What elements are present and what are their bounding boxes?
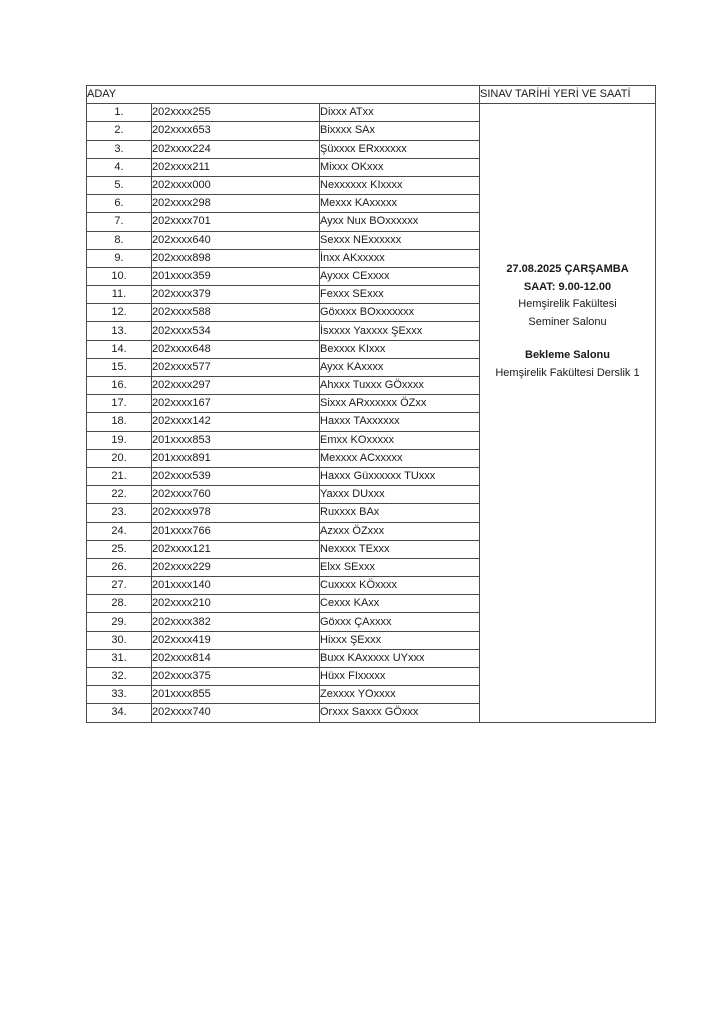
row-number: 31. [87, 649, 152, 667]
student-id: 201xxxx359 [152, 267, 320, 285]
student-id: 201xxxx891 [152, 449, 320, 467]
student-name: Ruxxxx BAx [320, 504, 480, 522]
row-number: 15. [87, 358, 152, 376]
aday-header: ADAY [87, 86, 480, 104]
row-number: 30. [87, 631, 152, 649]
row-number: 23. [87, 504, 152, 522]
student-name: Zexxxx YOxxxx [320, 686, 480, 704]
student-name: Cuxxxx KÖxxxx [320, 577, 480, 595]
exam-place-line2: Seminer Salonu [528, 315, 607, 328]
row-number: 29. [87, 613, 152, 631]
student-id: 202xxxx653 [152, 122, 320, 140]
row-number: 7. [87, 213, 152, 231]
row-number: 14. [87, 340, 152, 358]
student-name: Ayxxx CExxxx [320, 267, 480, 285]
student-name: Mixxx OKxxx [320, 158, 480, 176]
student-name: Mexxx KAxxxxx [320, 195, 480, 213]
student-name: Ahxxx Tuxxx GÖxxxx [320, 377, 480, 395]
student-name: Sexxx NExxxxxx [320, 231, 480, 249]
exam-place-line1: Hemşirelik Fakültesi [518, 298, 617, 311]
student-id: 202xxxx640 [152, 231, 320, 249]
row-number: 3. [87, 140, 152, 158]
student-id: 202xxxx382 [152, 613, 320, 631]
student-id: 202xxxx539 [152, 467, 320, 485]
row-number: 16. [87, 377, 152, 395]
row-number: 34. [87, 704, 152, 722]
row-number: 1. [87, 104, 152, 122]
student-id: 202xxxx375 [152, 668, 320, 686]
student-id: 202xxxx167 [152, 395, 320, 413]
student-id: 202xxxx379 [152, 286, 320, 304]
exam-time: SAAT: 9.00-12.00 [523, 280, 612, 293]
student-id: 201xxxx853 [152, 431, 320, 449]
student-id: 202xxxx142 [152, 413, 320, 431]
student-id: 202xxxx740 [152, 704, 320, 722]
student-name: Bexxxx KIxxx [320, 340, 480, 358]
waiting-room-title: Bekleme Salonu [525, 349, 610, 362]
student-name: Cexxx KAxx [320, 595, 480, 613]
row-number: 27. [87, 577, 152, 595]
student-name: Ayxx KAxxxx [320, 358, 480, 376]
student-id: 202xxxx255 [152, 104, 320, 122]
student-name: Haxxx Güxxxxxx TUxxx [320, 467, 480, 485]
row-number: 12. [87, 304, 152, 322]
table-header-row [87, 86, 656, 104]
row-number: 18. [87, 413, 152, 431]
student-id: 202xxxx210 [152, 595, 320, 613]
student-name: Buxx KAxxxxx UYxxx [320, 649, 480, 667]
row-number: 13. [87, 322, 152, 340]
row-number: 28. [87, 595, 152, 613]
student-name: Haxxx TAxxxxxx [320, 413, 480, 431]
student-name: Yaxxx DUxxx [320, 486, 480, 504]
student-id: 202xxxx588 [152, 304, 320, 322]
student-id: 202xxxx000 [152, 176, 320, 194]
student-id: 202xxxx419 [152, 631, 320, 649]
student-name: Azxxx ÖZxxx [320, 522, 480, 540]
exam-info-cell [480, 104, 656, 722]
spacer [480, 331, 655, 347]
candidate-table [86, 85, 656, 723]
student-name: Bixxxx SAx [320, 122, 480, 140]
student-name: Göxxxx BOxxxxxxx [320, 304, 480, 322]
student-name: İsxxxx Yaxxxx ŞExxx [320, 322, 480, 340]
exam-date: 27.08.2025 ÇARŞAMBA [506, 263, 629, 276]
student-id: 202xxxx297 [152, 377, 320, 395]
student-id: 202xxxx648 [152, 340, 320, 358]
student-id: 201xxxx766 [152, 522, 320, 540]
student-name: Sixxx ARxxxxxx ÖZxx [320, 395, 480, 413]
student-name: Nexxxx TExxx [320, 540, 480, 558]
row-number: 21. [87, 467, 152, 485]
row-number: 6. [87, 195, 152, 213]
row-number: 5. [87, 176, 152, 194]
row-number: 11. [87, 286, 152, 304]
row-number: 24. [87, 522, 152, 540]
row-number: 32. [87, 668, 152, 686]
student-id: 202xxxx121 [152, 540, 320, 558]
row-number: 26. [87, 558, 152, 576]
student-name: Elxx SExxx [320, 558, 480, 576]
row-number: 9. [87, 249, 152, 267]
student-name: Dixxx ATxx [320, 104, 480, 122]
row-number: 19. [87, 431, 152, 449]
student-id: 202xxxx760 [152, 486, 320, 504]
row-number: 20. [87, 449, 152, 467]
student-name: Şüxxxx ERxxxxxx [320, 140, 480, 158]
student-name: İnxx AKxxxxx [320, 249, 480, 267]
waiting-room-place: Hemşirelik Fakültesi Derslik 1 [495, 366, 640, 379]
student-id: 202xxxx978 [152, 504, 320, 522]
student-id: 202xxxx577 [152, 358, 320, 376]
student-id: 201xxxx855 [152, 686, 320, 704]
row-number: 17. [87, 395, 152, 413]
student-id: 202xxxx229 [152, 558, 320, 576]
student-name: Nexxxxxx KIxxxx [320, 176, 480, 194]
student-name: Emxx KOxxxxx [320, 431, 480, 449]
row-number: 4. [87, 158, 152, 176]
table-row [87, 104, 656, 122]
row-number: 8. [87, 231, 152, 249]
student-name: Fexxx SExxx [320, 286, 480, 304]
student-id: 202xxxx534 [152, 322, 320, 340]
student-id: 202xxxx701 [152, 213, 320, 231]
row-number: 22. [87, 486, 152, 504]
row-number: 25. [87, 540, 152, 558]
exam-info-header: SINAV TARİHİ YERİ VE SAATİ [480, 86, 656, 104]
table-body [87, 104, 656, 722]
student-id: 202xxxx224 [152, 140, 320, 158]
student-name: Hixxx ŞExxx [320, 631, 480, 649]
row-number: 10. [87, 267, 152, 285]
student-name: Göxxx ÇAxxxx [320, 613, 480, 631]
student-name: Mexxxx ACxxxxx [320, 449, 480, 467]
student-name: Hüxx FIxxxxx [320, 668, 480, 686]
student-id: 202xxxx211 [152, 158, 320, 176]
student-name: Orxxx Saxxx GÖxxx [320, 704, 480, 722]
student-id: 201xxxx140 [152, 577, 320, 595]
student-id: 202xxxx898 [152, 249, 320, 267]
student-id: 202xxxx814 [152, 649, 320, 667]
row-number: 33. [87, 686, 152, 704]
row-number: 2. [87, 122, 152, 140]
student-name: Ayxx Nux BOxxxxxx [320, 213, 480, 231]
student-id: 202xxxx298 [152, 195, 320, 213]
